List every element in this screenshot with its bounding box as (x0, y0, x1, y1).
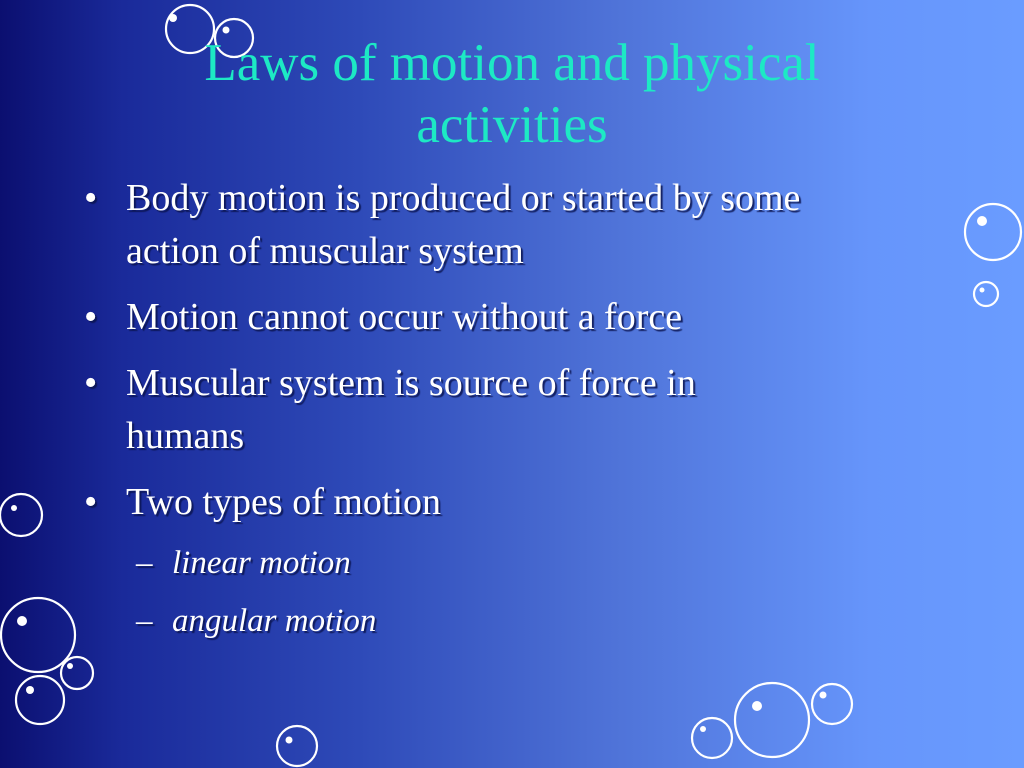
bubble-highlight (26, 686, 34, 694)
bullet-marker: • (84, 177, 98, 219)
bullet-text-line: Muscular system is source of force in (126, 362, 696, 404)
slide-body (84, 172, 964, 658)
bubble (16, 676, 64, 724)
bullet-item (84, 172, 964, 278)
bubble-highlight (286, 737, 293, 744)
slide-title (100, 32, 924, 156)
bubble (735, 683, 809, 757)
bubble (965, 204, 1021, 260)
slide-title-line: activities (416, 96, 608, 154)
bullet-marker: • (84, 481, 98, 523)
bubble-highlight (700, 726, 706, 732)
bullet-item (84, 357, 964, 463)
bubble-highlight (67, 663, 73, 669)
bullet-item (84, 291, 964, 344)
sub-bullet-marker: – (136, 603, 153, 639)
bullet-text-line: humans (126, 415, 245, 457)
bubble-highlight (17, 616, 27, 626)
bubble (812, 684, 852, 724)
bubble-highlight (752, 701, 762, 711)
bullet-marker: • (84, 296, 98, 338)
bubble (277, 726, 317, 766)
bubble (0, 494, 42, 536)
bubble-highlight (169, 14, 177, 22)
slide-title-line: Laws of motion and physical (204, 34, 820, 92)
bubble-highlight (11, 505, 17, 511)
bullet-text-line: action of muscular system (126, 230, 524, 272)
sub-bullet-item (84, 542, 964, 584)
bubble (974, 282, 998, 306)
bubble-highlight (980, 288, 985, 293)
bullet-text-line: Two types of motion (126, 481, 442, 523)
sub-bullet-text: linear motion (172, 545, 351, 581)
bullet-item (84, 476, 964, 529)
bubble (692, 718, 732, 758)
bullet-marker: • (84, 362, 98, 404)
bubble-highlight (820, 692, 827, 699)
bullet-text-line: Body motion is produced or started by some (126, 177, 801, 219)
sub-bullet-marker: – (136, 545, 153, 581)
bullet-text-line: Motion cannot occur without a force (126, 296, 683, 338)
sub-bullet-item (84, 600, 964, 642)
bubble (1, 598, 75, 672)
bubble-highlight (977, 216, 987, 226)
bubble (61, 657, 93, 689)
sub-bullet-text: angular motion (172, 603, 377, 639)
